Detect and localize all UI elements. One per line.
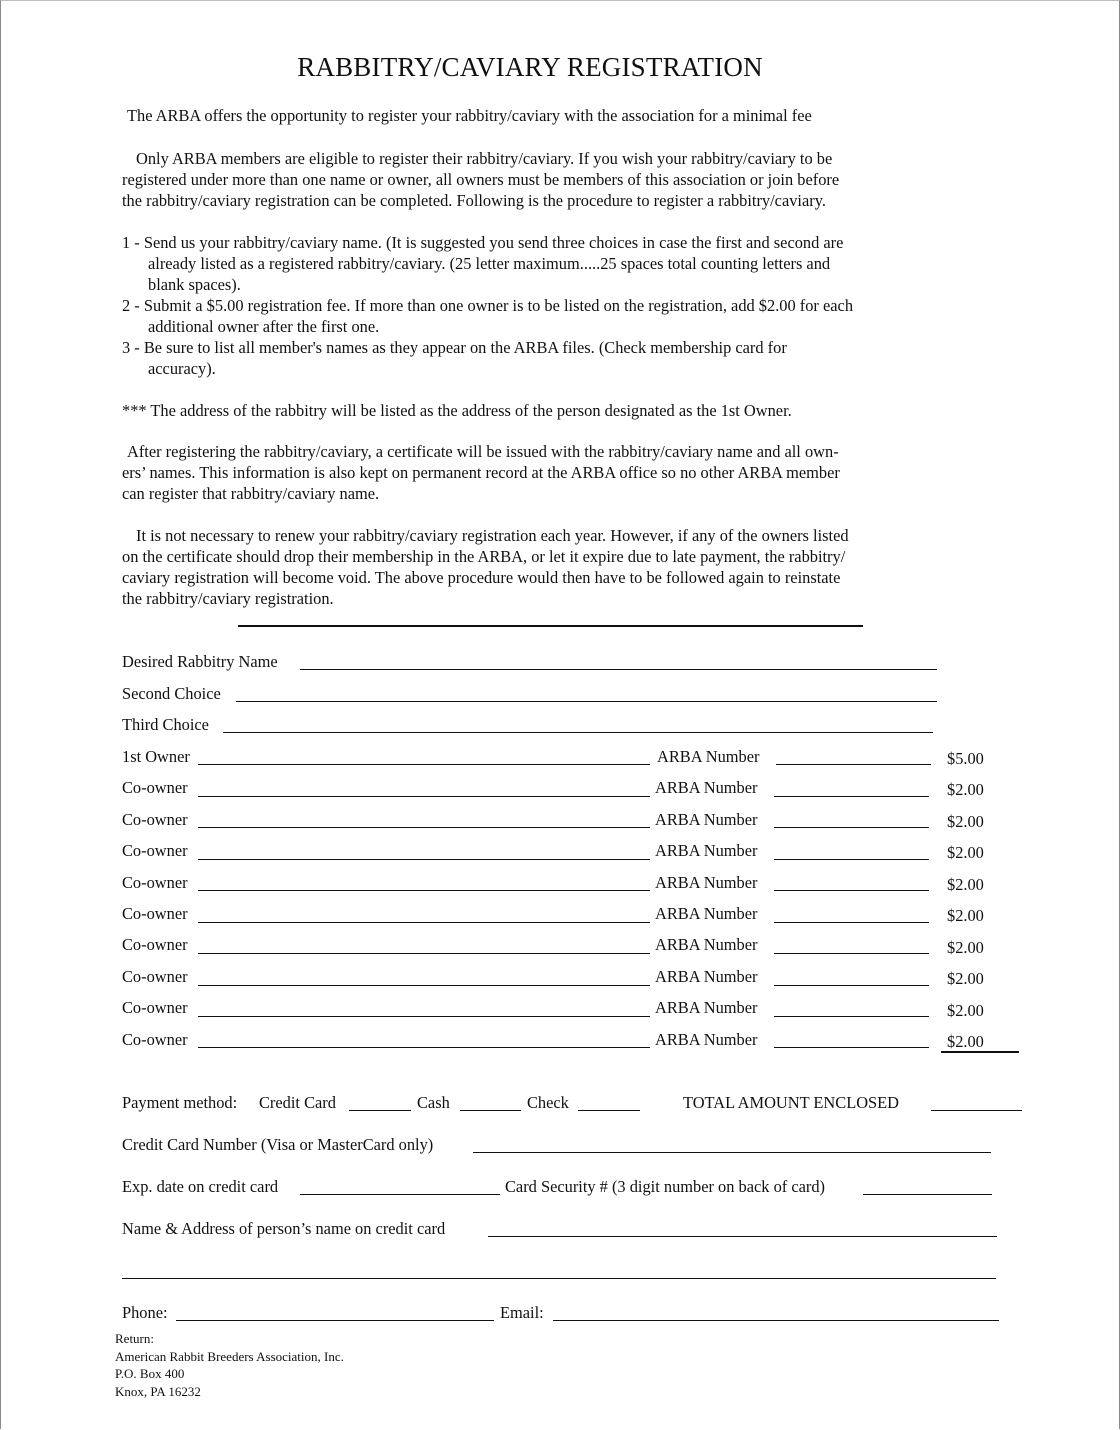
owner-label: Co-owner bbox=[122, 873, 188, 892]
step-3 bbox=[122, 337, 853, 379]
arba-number-field[interactable] bbox=[774, 1016, 929, 1017]
arba-number-label: ARBA Number bbox=[655, 904, 758, 923]
owner-name-field[interactable] bbox=[198, 796, 650, 797]
intro-paragraph-2 bbox=[122, 148, 839, 211]
arba-number-label: ARBA Number bbox=[657, 747, 760, 766]
arba-number-label: ARBA Number bbox=[655, 778, 758, 797]
owner-name-field[interactable] bbox=[198, 922, 650, 923]
credit-card-number-label: Credit Card Number (Visa or MasterCard only) bbox=[122, 1135, 434, 1154]
intro-paragraph-4 bbox=[122, 525, 849, 609]
fee-amount: $2.00 bbox=[947, 906, 984, 925]
cardholder-name-address-field[interactable] bbox=[488, 1236, 997, 1237]
arba-number-label: ARBA Number bbox=[655, 841, 758, 860]
arba-number-field[interactable] bbox=[774, 827, 929, 828]
cardholder-name-address-label: Name & Address of person’s name on credit card bbox=[122, 1219, 446, 1238]
owner-name-field[interactable] bbox=[198, 827, 650, 828]
step-1 bbox=[122, 232, 853, 295]
step-2 bbox=[122, 295, 853, 337]
owner-label: Co-owner bbox=[122, 1030, 188, 1049]
exp-date-field[interactable] bbox=[300, 1194, 500, 1195]
owner-label: 1st Owner bbox=[122, 747, 190, 766]
arba-number-field[interactable] bbox=[774, 985, 929, 986]
arba-number-field[interactable] bbox=[776, 764, 931, 765]
intro-paragraph-3 bbox=[122, 441, 840, 504]
arba-number-field[interactable] bbox=[774, 890, 929, 891]
desired-name-field[interactable] bbox=[300, 669, 937, 670]
section-divider bbox=[238, 625, 863, 627]
arba-number-label: ARBA Number bbox=[655, 1030, 758, 1049]
third-choice-label: Third Choice bbox=[122, 715, 209, 734]
card-security-field[interactable] bbox=[863, 1194, 992, 1195]
return-address bbox=[115, 1330, 344, 1400]
page-title: RABBITRY/CAVIARY REGISTRATION bbox=[297, 52, 763, 82]
fee-amount: $5.00 bbox=[947, 749, 984, 768]
third-choice-field[interactable] bbox=[223, 732, 933, 733]
owner-label: Co-owner bbox=[122, 778, 188, 797]
arba-number-label: ARBA Number bbox=[655, 998, 758, 1017]
email-field[interactable] bbox=[553, 1320, 999, 1321]
fee-amount: $2.00 bbox=[947, 843, 984, 862]
arba-number-field[interactable] bbox=[774, 1047, 929, 1048]
arba-number-label: ARBA Number bbox=[655, 873, 758, 892]
owner-label: Co-owner bbox=[122, 935, 188, 954]
card-security-label: Card Security # (3 digit number on back of card) bbox=[505, 1177, 825, 1196]
second-choice-field[interactable] bbox=[236, 701, 937, 702]
fee-total-rule bbox=[941, 1051, 1019, 1053]
email-label: Email: bbox=[500, 1303, 544, 1322]
return-label: Return: bbox=[115, 1331, 154, 1346]
check-option-label: Check bbox=[527, 1093, 569, 1112]
procedure-steps bbox=[122, 232, 853, 379]
arba-number-label: ARBA Number bbox=[655, 810, 758, 829]
return-organization: American Rabbit Breeders Association, Inc. bbox=[115, 1348, 344, 1364]
step-line: 2 - Submit a $5.00 registration fee. If more than one owner is to be listed on the registration, add $2.00 for each bbox=[122, 296, 854, 315]
fee-amount: $2.00 bbox=[947, 780, 984, 799]
fee-amount: $2.00 bbox=[947, 1001, 984, 1020]
credit-card-number-field[interactable] bbox=[473, 1152, 991, 1153]
paragraph-line: It is not necessary to renew your rabbitry/caviary registration each year. However, if any of the owners listed bbox=[136, 526, 849, 545]
arba-number-label: ARBA Number bbox=[655, 935, 758, 954]
owner-label: Co-owner bbox=[122, 810, 188, 829]
paragraph-line: the rabbitry/caviary registration can be completed. Following is the procedure to register a rabbitry/caviary. bbox=[122, 191, 826, 210]
fee-amount: $2.00 bbox=[947, 1032, 984, 1051]
owner-name-field[interactable] bbox=[198, 1016, 650, 1017]
second-choice-label: Second Choice bbox=[122, 684, 221, 703]
address-note: *** The address of the rabbitry will be listed as the address of the person designated as the 1st Owner. bbox=[122, 401, 792, 420]
cash-option-field[interactable] bbox=[460, 1110, 521, 1111]
cash-option-label: Cash bbox=[417, 1093, 450, 1112]
phone-field[interactable] bbox=[176, 1320, 494, 1321]
owner-label: Co-owner bbox=[122, 967, 188, 986]
step-line: already listed as a registered rabbitry/caviary. (25 letter maximum.....25 spaces total counting letters and bbox=[148, 254, 831, 273]
fee-amount: $2.00 bbox=[947, 875, 984, 894]
owner-label: Co-owner bbox=[122, 998, 188, 1017]
exp-date-label: Exp. date on credit card bbox=[122, 1177, 279, 1196]
owner-label: Co-owner bbox=[122, 841, 188, 860]
fee-amount: $2.00 bbox=[947, 969, 984, 988]
paragraph-line: After registering the rabbitry/caviary, a certificate will be issued with the rabbitry/caviary name and all own- bbox=[127, 442, 839, 461]
owner-name-field[interactable] bbox=[198, 953, 650, 954]
owner-label: Co-owner bbox=[122, 904, 188, 923]
intro-paragraph-1: The ARBA offers the opportunity to register your rabbitry/caviary with the association for a minimal fee bbox=[127, 106, 812, 125]
owner-name-field[interactable] bbox=[198, 1047, 650, 1048]
paragraph-line: registered under more than one name or owner, all owners must be members of this association or join before bbox=[122, 170, 840, 189]
payment-method-label: Payment method: bbox=[122, 1093, 238, 1112]
return-city: Knox, PA 16232 bbox=[115, 1383, 201, 1399]
cardholder-address-line-2[interactable] bbox=[122, 1278, 996, 1279]
desired-name-label: Desired Rabbitry Name bbox=[122, 652, 278, 671]
credit-card-option-label: Credit Card bbox=[259, 1093, 336, 1112]
paragraph-line: the rabbitry/caviary registration. bbox=[122, 589, 334, 608]
paragraph-line: caviary registration will become void. The above procedure would then have to be followed again to reinstate bbox=[122, 568, 841, 587]
fee-amount: $2.00 bbox=[947, 812, 984, 831]
total-amount-field[interactable] bbox=[931, 1110, 1022, 1111]
arba-number-field[interactable] bbox=[774, 796, 929, 797]
arba-number-label: ARBA Number bbox=[655, 967, 758, 986]
owner-name-field[interactable] bbox=[198, 764, 650, 765]
owner-name-field[interactable] bbox=[198, 890, 650, 891]
arba-number-field[interactable] bbox=[774, 953, 929, 954]
fee-amount: $2.00 bbox=[947, 938, 984, 957]
step-line: additional owner after the first one. bbox=[148, 317, 380, 336]
credit-card-option-field[interactable] bbox=[349, 1110, 411, 1111]
step-line: accuracy). bbox=[148, 359, 216, 378]
owner-name-field[interactable] bbox=[198, 985, 650, 986]
phone-label: Phone: bbox=[122, 1303, 168, 1322]
owner-name-field[interactable] bbox=[198, 859, 650, 860]
paragraph-line: on the certificate should drop their membership in the ARBA, or let it expire due to late payment, the rabbitry/ bbox=[122, 547, 846, 566]
arba-number-field[interactable] bbox=[774, 859, 929, 860]
return-po-box: P.O. Box 400 bbox=[115, 1366, 185, 1381]
step-line: 3 - Be sure to list all member's names as they appear on the ARBA files. (Check membership card for bbox=[122, 338, 787, 357]
paragraph-line: can register that rabbitry/caviary name. bbox=[122, 484, 380, 503]
paragraph-line: Only ARBA members are eligible to register their rabbitry/caviary. If you wish your rabbitry/caviary to be bbox=[136, 149, 833, 168]
check-option-field[interactable] bbox=[578, 1110, 640, 1111]
step-line: 1 - Send us your rabbitry/caviary name. (It is suggested you send three choices in case the first and second are bbox=[122, 233, 844, 252]
total-amount-label: TOTAL AMOUNT ENCLOSED bbox=[683, 1093, 900, 1112]
arba-number-field[interactable] bbox=[774, 922, 929, 923]
step-line: blank spaces). bbox=[148, 275, 241, 294]
paragraph-line: ers’ names. This information is also kept on permanent record at the ARBA office so no other ARBA member bbox=[122, 463, 840, 482]
